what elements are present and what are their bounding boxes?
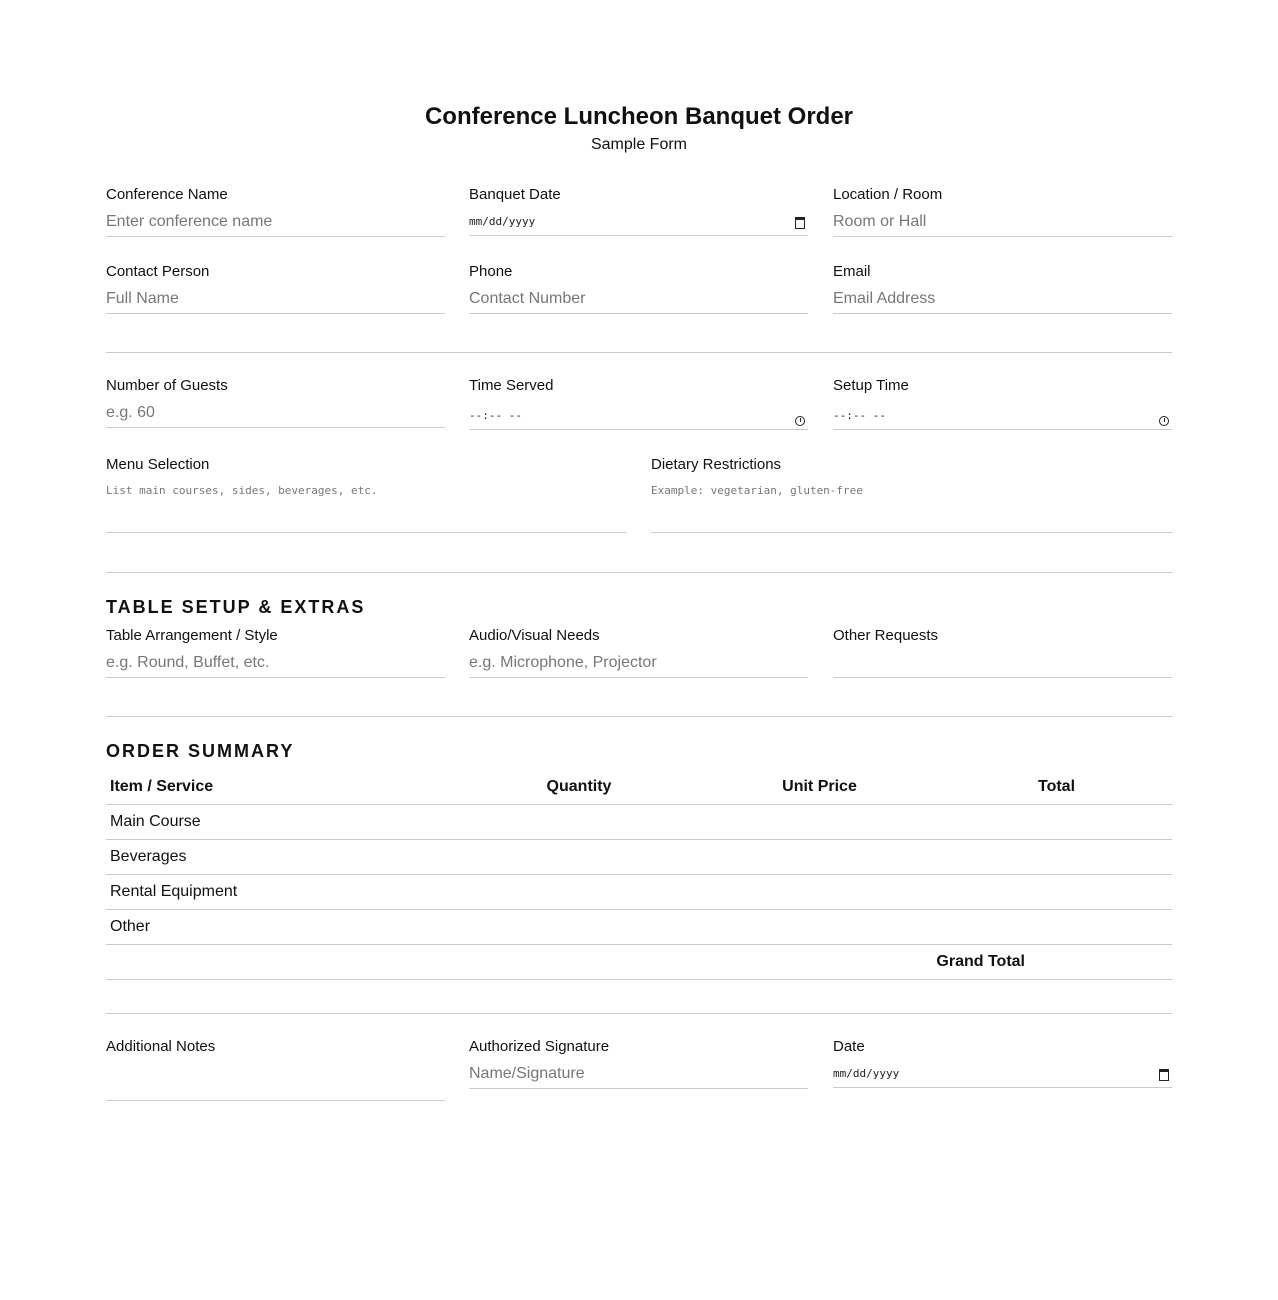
date-placeholder: mm/dd/yyyy — [833, 1067, 900, 1080]
phone-input[interactable]: Contact Number — [469, 289, 808, 314]
guests-input[interactable]: e.g. 60 — [106, 403, 445, 428]
column-header: Total — [941, 770, 1172, 805]
field-label: Location / Room — [833, 186, 943, 203]
conference-name-field — [106, 186, 445, 237]
field-label: Conference Name — [106, 186, 228, 203]
grand-total-row — [106, 945, 1172, 980]
signature-input[interactable]: Name/Signature — [469, 1064, 808, 1089]
menu-textarea[interactable]: List main courses, sides, beverages, etc. — [106, 484, 627, 533]
banquet-date-field — [469, 186, 808, 236]
quantity-cell[interactable] — [460, 805, 698, 840]
time-placeholder: --:-- -- — [833, 409, 886, 422]
field-label: Number of Guests — [106, 377, 228, 394]
table-row — [106, 840, 1172, 875]
date-field — [833, 1038, 1172, 1088]
other-requests-field — [833, 627, 1172, 678]
table-row — [106, 875, 1172, 910]
quantity-cell[interactable] — [460, 910, 698, 945]
arrangement-input[interactable]: e.g. Round, Buffet, etc. — [106, 653, 445, 678]
order-summary-heading: ORDER SUMMARY — [106, 741, 295, 761]
unit-price-cell[interactable] — [698, 910, 941, 945]
item-cell: Main Course — [106, 805, 460, 840]
banquet-date-input[interactable] — [469, 212, 808, 236]
contact-person-field — [106, 263, 445, 314]
divider — [106, 1013, 1172, 1014]
total-cell[interactable] — [941, 840, 1172, 875]
time-placeholder: --:-- -- — [469, 409, 522, 422]
dietary-field — [651, 456, 1172, 533]
grand-total-label: Grand Total — [106, 945, 1172, 980]
quantity-cell[interactable] — [460, 840, 698, 875]
column-header: Unit Price — [698, 770, 941, 805]
notes-field — [106, 1038, 445, 1101]
phone-field — [469, 263, 808, 314]
item-cell: Other — [106, 910, 460, 945]
column-header: Item / Service — [106, 770, 460, 805]
unit-price-cell[interactable] — [698, 805, 941, 840]
total-cell[interactable] — [941, 910, 1172, 945]
setup-time-field — [833, 377, 1172, 430]
column-header: Quantity — [460, 770, 698, 805]
location-field — [833, 186, 1172, 237]
field-label: Contact Person — [106, 263, 210, 280]
clock-icon[interactable] — [1159, 409, 1169, 435]
field-label: Menu Selection — [106, 456, 210, 473]
field-label: Dietary Restrictions — [651, 456, 782, 473]
table-setup-heading: TABLE SETUP & EXTRAS — [106, 597, 366, 617]
calendar-icon[interactable] — [1159, 1067, 1169, 1087]
unit-price-cell[interactable] — [698, 840, 941, 875]
divider — [106, 572, 1172, 573]
location-input[interactable]: Room or Hall — [833, 212, 1172, 237]
page-subtitle: Sample Form — [590, 136, 688, 153]
table-row — [106, 910, 1172, 945]
clock-icon[interactable] — [795, 409, 805, 435]
field-label: Authorized Signature — [469, 1038, 610, 1055]
signature-field — [469, 1038, 808, 1089]
av-input[interactable]: e.g. Microphone, Projector — [469, 653, 808, 678]
notes-textarea[interactable] — [106, 1064, 445, 1101]
field-label: Date — [833, 1038, 865, 1055]
field-label: Audio/Visual Needs — [469, 627, 600, 644]
menu-field — [106, 456, 627, 533]
field-label: Table Arrangement / Style — [106, 627, 278, 644]
field-label: Other Requests — [833, 627, 939, 644]
divider — [106, 716, 1172, 717]
time-served-field — [469, 377, 808, 430]
guests-field — [106, 377, 445, 428]
total-cell[interactable] — [941, 805, 1172, 840]
time-served-input[interactable] — [469, 403, 808, 430]
field-label: Additional Notes — [106, 1038, 216, 1055]
dietary-textarea[interactable]: Example: vegetarian, gluten-free — [651, 484, 1172, 533]
total-cell[interactable] — [941, 875, 1172, 910]
quantity-cell[interactable] — [460, 875, 698, 910]
field-label: Phone — [469, 263, 513, 280]
item-cell: Beverages — [106, 840, 460, 875]
item-cell: Rental Equipment — [106, 875, 460, 910]
field-label: Time Served — [469, 377, 554, 394]
field-label: Setup Time — [833, 377, 909, 394]
order-summary-table — [106, 770, 1172, 980]
arrangement-field — [106, 627, 445, 678]
table-row — [106, 805, 1172, 840]
email-field — [833, 263, 1172, 314]
date-input[interactable] — [833, 1064, 1172, 1088]
page-title: Conference Luncheon Banquet Order — [424, 103, 854, 130]
email-input[interactable]: Email Address — [833, 289, 1172, 314]
table-header-row — [106, 770, 1172, 805]
calendar-icon[interactable] — [795, 215, 805, 235]
other-requests-input[interactable] — [833, 653, 1172, 678]
field-label: Email — [833, 263, 871, 280]
date-placeholder: mm/dd/yyyy — [469, 215, 536, 228]
av-field — [469, 627, 808, 678]
contact-person-input[interactable]: Full Name — [106, 289, 445, 314]
field-label: Banquet Date — [469, 186, 561, 203]
setup-time-input[interactable] — [833, 403, 1172, 430]
unit-price-cell[interactable] — [698, 875, 941, 910]
divider — [106, 352, 1172, 353]
conference-name-input[interactable]: Enter conference name — [106, 212, 445, 237]
